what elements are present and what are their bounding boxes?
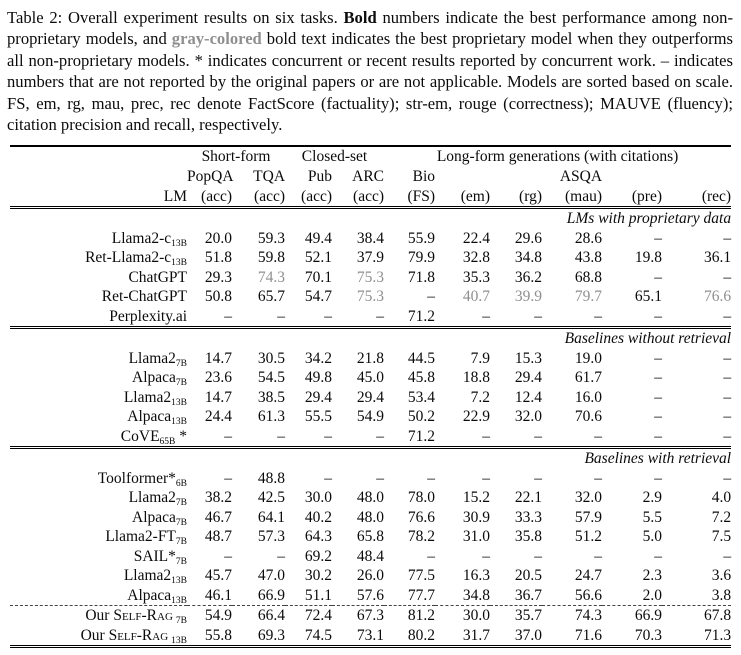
lm-name: CoVE$_{65B}$ * xyxy=(10,427,187,448)
metric-value: 5.0 xyxy=(642,528,663,546)
metric-value: 66.9 xyxy=(602,606,662,626)
metric-value: 73.1 xyxy=(332,626,384,647)
metric-value: 52.1 xyxy=(304,249,333,267)
caption-text: numbers indicate the best performance among non-proprietary models, and xyxy=(7,8,733,49)
metric-value: 36.1 xyxy=(703,249,732,267)
metric-value: 39.9 xyxy=(514,288,543,306)
metric-value: – xyxy=(654,229,663,247)
metric-value: 48.8 xyxy=(257,469,286,487)
group-long-form: Long-form generations (with citations) xyxy=(436,148,679,166)
table-row xyxy=(10,566,731,586)
metric-value: – xyxy=(285,307,332,328)
metric-value: 50.2 xyxy=(407,408,436,426)
metric-value: – xyxy=(654,408,663,426)
metric-value: 49.8 xyxy=(304,369,333,387)
metric-value: 54.5 xyxy=(257,369,286,387)
lm-name: $SAIL*_{7B}$ xyxy=(133,547,187,567)
metric-value: – xyxy=(723,369,732,387)
metric-value: 71.8 xyxy=(407,268,436,286)
metric-value: – xyxy=(277,547,286,565)
metric-value: 77.5 xyxy=(407,567,436,585)
metric-value: 36.2 xyxy=(514,268,543,286)
metric-value: – xyxy=(594,469,603,487)
metric-value: – xyxy=(232,427,285,448)
col-blank-3 xyxy=(602,167,662,187)
metric-value: 19.0 xyxy=(574,349,603,367)
table-row xyxy=(10,488,731,508)
metric-value: 24.4 xyxy=(204,408,232,426)
metric-value: 36.7 xyxy=(514,586,543,604)
metric-value: 30.5 xyxy=(257,349,286,367)
metric-value: 61.7 xyxy=(574,369,603,387)
metric-value: 71.2 xyxy=(384,307,435,328)
metric-rec: (rec) xyxy=(662,187,731,208)
metric-value: – xyxy=(187,427,232,448)
table-header xyxy=(10,146,731,208)
metric-value: – xyxy=(482,547,491,565)
metric-value: 48.4 xyxy=(356,547,385,565)
metric-value: – xyxy=(435,307,490,328)
metric-value: 59.3 xyxy=(257,229,286,247)
metric-value: 38.5 xyxy=(257,388,286,406)
metric-value: 34.8 xyxy=(514,249,543,267)
caption-text: Table 2: Overall experiment results on six tasks. xyxy=(7,8,344,27)
metric-value: 75.3 xyxy=(356,288,385,306)
metric-value: 53.4 xyxy=(407,388,436,406)
metric-value: 81.2 xyxy=(384,606,435,626)
results-table xyxy=(10,145,731,648)
lm-name: $Llama2-FT_{7B}$ xyxy=(105,528,187,548)
metric-value: 5.5 xyxy=(642,508,663,526)
metric-value: 40.7 xyxy=(462,288,491,306)
table-row xyxy=(10,626,731,647)
table-row xyxy=(10,508,731,528)
metric-value: 45.0 xyxy=(356,369,385,387)
metric-value: 37.9 xyxy=(356,249,385,267)
metric-mau: (mau) xyxy=(542,187,602,208)
group-short-form: Short-form xyxy=(201,148,271,166)
metric-value: – xyxy=(602,427,662,448)
lm-name: $Llama2_{7B}$ xyxy=(128,349,187,369)
metric-value: 15.2 xyxy=(462,489,491,507)
metric-value: 29.4 xyxy=(304,388,333,406)
lm-name: Alpaca$_{7B}$ xyxy=(132,508,187,528)
table-row xyxy=(10,427,731,448)
metric-value: 47.0 xyxy=(257,567,286,585)
metric-value: 14.7 xyxy=(204,388,232,406)
metric-value: 19.8 xyxy=(634,249,663,267)
metric-value: 44.5 xyxy=(407,349,436,367)
metric-value: 79.9 xyxy=(407,249,436,267)
metric-value: 55.9 xyxy=(407,229,436,247)
metric-value: – xyxy=(594,547,603,565)
metric-value: 37.0 xyxy=(490,626,542,647)
table-row xyxy=(10,388,731,408)
metric-value: – xyxy=(482,469,491,487)
metric-value: 46.7 xyxy=(204,508,232,526)
metric-value: 32.0 xyxy=(514,408,543,426)
metric-value: 49.4 xyxy=(304,229,333,247)
lm-name: Our Self-Rag $_{7B}$ xyxy=(10,606,187,626)
metric-value: – xyxy=(332,307,384,328)
metric-value: 30.9 xyxy=(462,508,491,526)
metric-value: – xyxy=(376,469,385,487)
metric-value: 24.7 xyxy=(574,567,603,585)
metric-value: 3.6 xyxy=(711,567,732,585)
lm-name: Perplexity.ai xyxy=(10,307,187,328)
metric-value: 35.7 xyxy=(490,606,542,626)
lm-name: $Llama2_{13B}$ xyxy=(123,567,187,587)
lm-name: ChatGPT xyxy=(128,268,187,286)
metric-value: 76.6 xyxy=(703,288,732,306)
metric-value: 18.8 xyxy=(462,369,491,387)
metric-value: – xyxy=(427,547,436,565)
lm-name: Alpaca$_{7B}$ xyxy=(132,369,187,389)
metric-value: – xyxy=(654,268,663,286)
metric-value: 51.1 xyxy=(304,586,333,604)
metric-pre: (pre) xyxy=(602,187,662,208)
metric-value: – xyxy=(435,427,490,448)
metric-value: 74.3 xyxy=(542,606,602,626)
col-arc: ARC xyxy=(352,168,385,186)
metric-value: 54.7 xyxy=(304,288,333,306)
table-row xyxy=(10,527,731,547)
metric-value: 65.7 xyxy=(257,288,286,306)
metric-value: 59.8 xyxy=(257,249,286,267)
metric-value: – xyxy=(285,427,332,448)
metric-value: – xyxy=(534,469,543,487)
metric-value: 55.5 xyxy=(304,408,333,426)
metric-value: 29.4 xyxy=(356,388,385,406)
metric-value: 29.4 xyxy=(514,369,543,387)
metric-value: 46.1 xyxy=(204,586,232,604)
table-row xyxy=(10,307,731,328)
metric-value: – xyxy=(324,469,333,487)
metric-value: 57.6 xyxy=(356,586,385,604)
metric-value: 42.5 xyxy=(257,489,286,507)
metric-value: 38.4 xyxy=(356,229,385,247)
metric-value: 20.5 xyxy=(514,567,543,585)
table-row xyxy=(10,349,731,369)
metric-value: 55.8 xyxy=(187,626,232,647)
lm-name: $Llama2_{7B}$ xyxy=(128,489,187,509)
metric-fs: (FS) xyxy=(384,187,435,208)
metric-value: 30.2 xyxy=(304,567,333,585)
metric-acc-3: (acc) xyxy=(285,187,332,208)
metric-value: – xyxy=(490,427,542,448)
metric-value: 4.0 xyxy=(711,489,732,507)
dataset-row xyxy=(10,167,731,187)
section-title: Baselines without retrieval xyxy=(564,330,732,348)
metric-value: 22.9 xyxy=(462,408,491,426)
metric-value: 7.5 xyxy=(711,528,732,546)
metric-value: 65.1 xyxy=(634,288,663,306)
metric-value: 79.7 xyxy=(574,288,603,306)
metric-value: 72.4 xyxy=(285,606,332,626)
caption-text: bold text indicates the best proprietary model when they outperforms all non-proprietary models. * indicates concurrent or recent results reported by concurrent work. – indicates numbers that are not reported by the original papers or are not applicable. Models are sorted based on scale. FS, em, rg, mau, prec, rec denote FactScore (factuality); str-em, rouge (correctness); MAUVE (fluency); citation precision and recall, respectively. xyxy=(7,29,734,135)
metric-value: 64.3 xyxy=(304,528,333,546)
metric-value: 68.8 xyxy=(574,268,603,286)
metric-rg: (rg) xyxy=(490,187,542,208)
metric-value: 75.3 xyxy=(356,268,385,286)
section-title: Baselines with retrieval xyxy=(584,450,732,468)
metric-value: – xyxy=(542,307,602,328)
metric-value: 67.8 xyxy=(662,606,731,626)
metric-value: 35.3 xyxy=(462,268,491,286)
table-caption xyxy=(0,0,741,135)
metric-acc-1: (acc) xyxy=(187,187,232,208)
metric-value: – xyxy=(723,268,732,286)
metric-value: – xyxy=(332,427,384,448)
metric-value: 45.8 xyxy=(407,369,436,387)
metric-value: 69.2 xyxy=(304,547,333,565)
metric-value: 40.2 xyxy=(304,508,333,526)
metric-value: 21.8 xyxy=(356,349,385,367)
metric-value: 66.4 xyxy=(232,606,285,626)
metric-value: – xyxy=(654,469,663,487)
lm-name: $Llama2-c_{13B}$ xyxy=(111,229,187,249)
lm-name: Our Self-Rag $_{13B}$ xyxy=(10,626,187,647)
group-spacer xyxy=(10,146,187,167)
lm-name: Ret-$Llama2-c_{13B}$ xyxy=(85,249,187,269)
metric-value: 2.9 xyxy=(642,489,663,507)
metric-value: 16.3 xyxy=(462,567,491,585)
metric-value: – xyxy=(187,307,232,328)
metric-value: 26.0 xyxy=(356,567,385,585)
metric-value: 38.2 xyxy=(204,489,232,507)
metric-value: 48.0 xyxy=(356,489,385,507)
group-closed-set: Closed-set xyxy=(301,148,368,166)
metric-value: – xyxy=(723,469,732,487)
column-group-row xyxy=(10,146,731,167)
metric-value: – xyxy=(723,547,732,565)
metric-value: 3.8 xyxy=(711,586,732,604)
table-row xyxy=(10,547,731,567)
metric-value: 30.0 xyxy=(435,606,490,626)
metric-value: 15.3 xyxy=(514,349,543,367)
metric-value: 2.3 xyxy=(642,567,663,585)
metric-value: 78.0 xyxy=(407,489,436,507)
metric-value: 2.0 xyxy=(642,586,663,604)
lm-name: $Toolformer*_{6B}$ xyxy=(97,469,187,489)
table-row xyxy=(10,287,731,307)
metric-value: – xyxy=(224,469,232,487)
col-pub: Pub xyxy=(307,168,333,186)
metric-value: 77.7 xyxy=(407,586,436,604)
col-bio: Bio xyxy=(412,168,436,186)
metric-value: – xyxy=(490,307,542,328)
lm-header: LM xyxy=(10,187,187,208)
section-title-row xyxy=(10,448,731,469)
metric-value: 71.2 xyxy=(384,427,435,448)
metric-value: 70.1 xyxy=(304,268,333,286)
metric-value: – xyxy=(534,547,543,565)
table-row xyxy=(10,268,731,288)
metric-value: 80.2 xyxy=(384,626,435,647)
metric-value: 76.6 xyxy=(407,508,436,526)
metric-value: 31.7 xyxy=(435,626,490,647)
metric-value: – xyxy=(654,547,663,565)
metric-value: 74.5 xyxy=(285,626,332,647)
metric-value: 57.9 xyxy=(574,508,603,526)
table-row xyxy=(10,368,731,388)
metric-value: 33.3 xyxy=(514,508,543,526)
metric-value: – xyxy=(662,427,731,448)
caption-gray-highlight: gray-colored xyxy=(171,29,262,49)
metric-value: – xyxy=(602,307,662,328)
lm-name: $Llama2_{13B}$ xyxy=(123,388,187,408)
metric-value: – xyxy=(232,307,285,328)
metric-value: – xyxy=(723,229,732,247)
section-title-row xyxy=(10,208,731,229)
lm-name: Alpaca$_{13B}$ xyxy=(127,586,187,606)
lm-name: Ret-ChatGPT xyxy=(101,288,187,306)
col-blank-1 xyxy=(435,167,490,187)
metric-value: – xyxy=(427,288,436,306)
metric-value: 16.0 xyxy=(574,388,603,406)
metric-value: 34.8 xyxy=(462,586,491,604)
metric-value: 71.6 xyxy=(542,626,602,647)
metric-value: 7.2 xyxy=(470,388,491,406)
metric-value: – xyxy=(662,307,731,328)
table-row xyxy=(10,586,731,606)
metric-value: – xyxy=(654,388,663,406)
caption-bold-highlight: Bold xyxy=(343,8,377,27)
metric-value: 51.8 xyxy=(204,249,232,267)
metric-value: – xyxy=(542,427,602,448)
metric-value: 20.0 xyxy=(204,229,232,247)
metric-value: 54.9 xyxy=(356,408,385,426)
col-popqa: PopQA xyxy=(187,168,234,186)
table-row xyxy=(10,407,731,427)
metric-value: 22.1 xyxy=(514,489,543,507)
metric-value: 43.8 xyxy=(574,249,603,267)
table-row xyxy=(10,606,731,626)
lm-name: Alpaca$_{13B}$ xyxy=(127,408,187,428)
metric-em: (em) xyxy=(435,187,490,208)
metric-value: 7.9 xyxy=(470,349,491,367)
metric-value: 45.7 xyxy=(204,567,232,585)
col-blank-2 xyxy=(490,167,542,187)
section-title-row xyxy=(10,328,731,349)
metric-value: 65.8 xyxy=(356,528,385,546)
metric-value: 64.1 xyxy=(257,508,286,526)
metric-value: – xyxy=(723,349,732,367)
metric-value: 56.6 xyxy=(574,586,603,604)
metric-value: 30.0 xyxy=(304,489,333,507)
metric-value: 74.3 xyxy=(257,268,286,286)
metric-value: 51.2 xyxy=(574,528,603,546)
metric-value: 29.3 xyxy=(204,268,232,286)
metric-value: – xyxy=(654,369,663,387)
metric-value: 50.8 xyxy=(204,288,232,306)
metric-value: 7.2 xyxy=(711,508,732,526)
col-blank-4 xyxy=(662,167,731,187)
metric-value: 70.6 xyxy=(574,408,603,426)
results-table-body xyxy=(10,208,731,647)
metric-value: – xyxy=(654,349,663,367)
metric-value: 70.3 xyxy=(602,626,662,647)
metric-value: – xyxy=(224,547,232,565)
metric-value: 61.3 xyxy=(257,408,286,426)
metric-value: 28.6 xyxy=(574,229,603,247)
metric-value: – xyxy=(427,469,436,487)
metric-value: 71.3 xyxy=(662,626,731,647)
metric-acc-2: (acc) xyxy=(232,187,285,208)
metric-row xyxy=(10,187,731,208)
table-row xyxy=(10,469,731,489)
metric-value: – xyxy=(723,388,732,406)
metric-value: 23.6 xyxy=(204,369,232,387)
metric-value: 12.4 xyxy=(514,388,543,406)
metric-value: 69.3 xyxy=(232,626,285,647)
col-tqa: TQA xyxy=(253,168,286,186)
metric-value: 78.2 xyxy=(407,528,436,546)
metric-value: 22.4 xyxy=(462,229,491,247)
table-row xyxy=(10,248,731,268)
metric-value: 32.8 xyxy=(462,249,491,267)
metric-value: 29.6 xyxy=(514,229,543,247)
metric-value: 48.7 xyxy=(204,528,232,546)
metric-value: 34.2 xyxy=(304,349,333,367)
table-row xyxy=(10,229,731,249)
metric-value: 66.9 xyxy=(257,586,286,604)
metric-value: 32.0 xyxy=(574,489,603,507)
metric-value: – xyxy=(723,408,732,426)
section-title: LMs with proprietary data xyxy=(566,210,732,228)
metric-value: 54.9 xyxy=(187,606,232,626)
metric-value: 31.0 xyxy=(462,528,491,546)
metric-acc-4: (acc) xyxy=(332,187,384,208)
metric-value: 35.8 xyxy=(514,528,543,546)
col-asqa: ASQA xyxy=(559,168,603,186)
metric-value: 67.3 xyxy=(332,606,384,626)
metric-value: 14.7 xyxy=(204,349,232,367)
dataset-spacer xyxy=(10,167,187,187)
metric-value: 57.3 xyxy=(257,528,286,546)
metric-value: 48.0 xyxy=(356,508,385,526)
